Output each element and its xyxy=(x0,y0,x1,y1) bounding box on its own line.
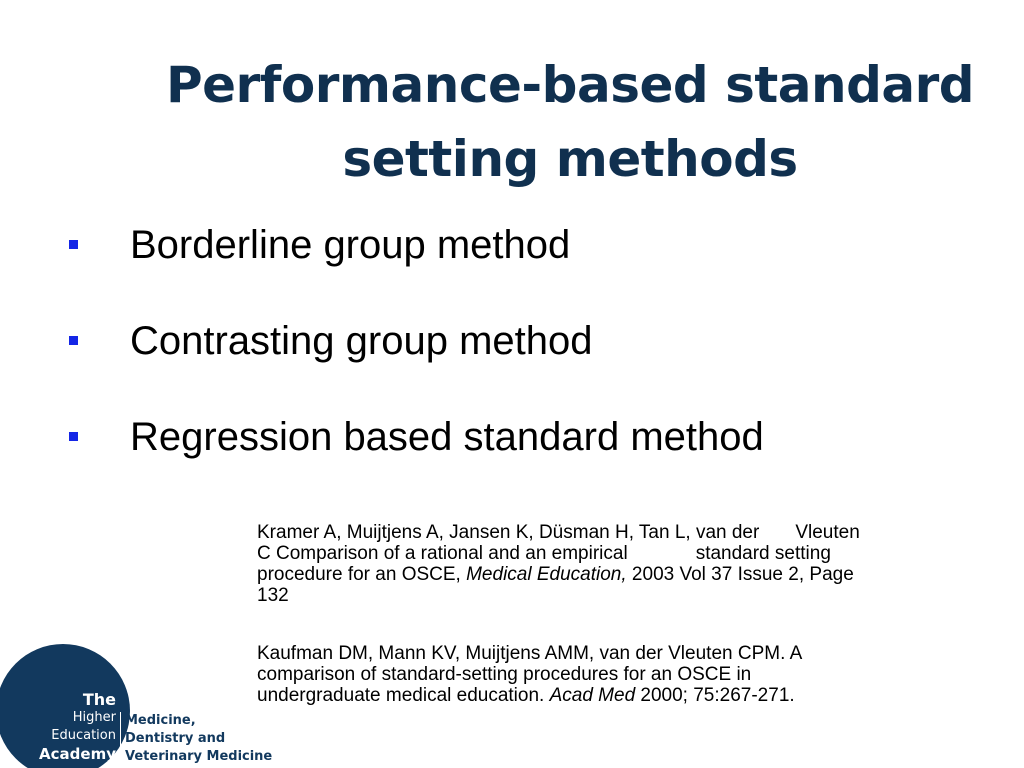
logo-line: Education xyxy=(51,728,116,743)
bullet-list xyxy=(64,218,964,506)
reference-text: 2000; 75:267-271. xyxy=(635,685,795,706)
logo-subject-line: Veterinary Medicine xyxy=(125,749,273,764)
reference-text: C Comparison of a rational and an empirical xyxy=(257,543,628,564)
bullet-item xyxy=(64,218,964,314)
reference-text: 2003 Vol 37 Issue 2, Page xyxy=(626,564,854,585)
reference-line: Kaufman DM, Mann KV, Muijtjens AMM, van der Vleuten CPM. A xyxy=(257,643,803,664)
reference-text: Kramer A, Muijtjens A, Jansen K, Düsman H, Tan L, van der xyxy=(257,522,760,543)
reference-line xyxy=(257,564,987,585)
bullet-label: Regression based standard method xyxy=(130,415,764,459)
logo-subject-centre xyxy=(125,712,272,766)
logo-line: Higher xyxy=(72,710,116,725)
reference-text: procedure for an OSCE, xyxy=(257,564,467,585)
reference-line xyxy=(257,685,987,706)
reference-text: undergraduate medical education. xyxy=(257,685,550,706)
bullet-item xyxy=(64,314,964,410)
logo-line: The xyxy=(82,690,116,709)
reference-line xyxy=(257,543,987,564)
reference-line: 132 xyxy=(257,585,289,606)
square-bullet-icon xyxy=(69,432,78,441)
hea-logo-wordmark xyxy=(30,690,116,763)
reference-line xyxy=(257,522,987,543)
bullet-label: Borderline group method xyxy=(130,223,571,267)
square-bullet-icon xyxy=(69,240,78,249)
slide-title-line-2: setting methods xyxy=(342,130,798,188)
logo-subject-line: Dentistry and xyxy=(125,731,226,746)
reference-journal: Medical Education, xyxy=(466,564,627,585)
logo-subject-line: Medicine, xyxy=(125,713,196,728)
reference-kramer xyxy=(257,522,987,606)
reference-line: comparison of standard-setting procedures for an OSCE in xyxy=(257,664,752,685)
reference-text: Vleuten xyxy=(795,522,860,543)
reference-journal: Acad Med xyxy=(549,685,636,706)
logo-line: Academy xyxy=(39,745,116,763)
slide-title xyxy=(140,48,1000,196)
bullet-item xyxy=(64,410,964,506)
reference-text: standard setting xyxy=(695,543,831,564)
square-bullet-icon xyxy=(69,336,78,345)
logo-divider xyxy=(120,712,121,764)
bullet-label: Contrasting group method xyxy=(130,319,593,363)
slide-title-line-1: Performance-based standard xyxy=(165,56,975,114)
reference-kaufman xyxy=(257,643,987,706)
